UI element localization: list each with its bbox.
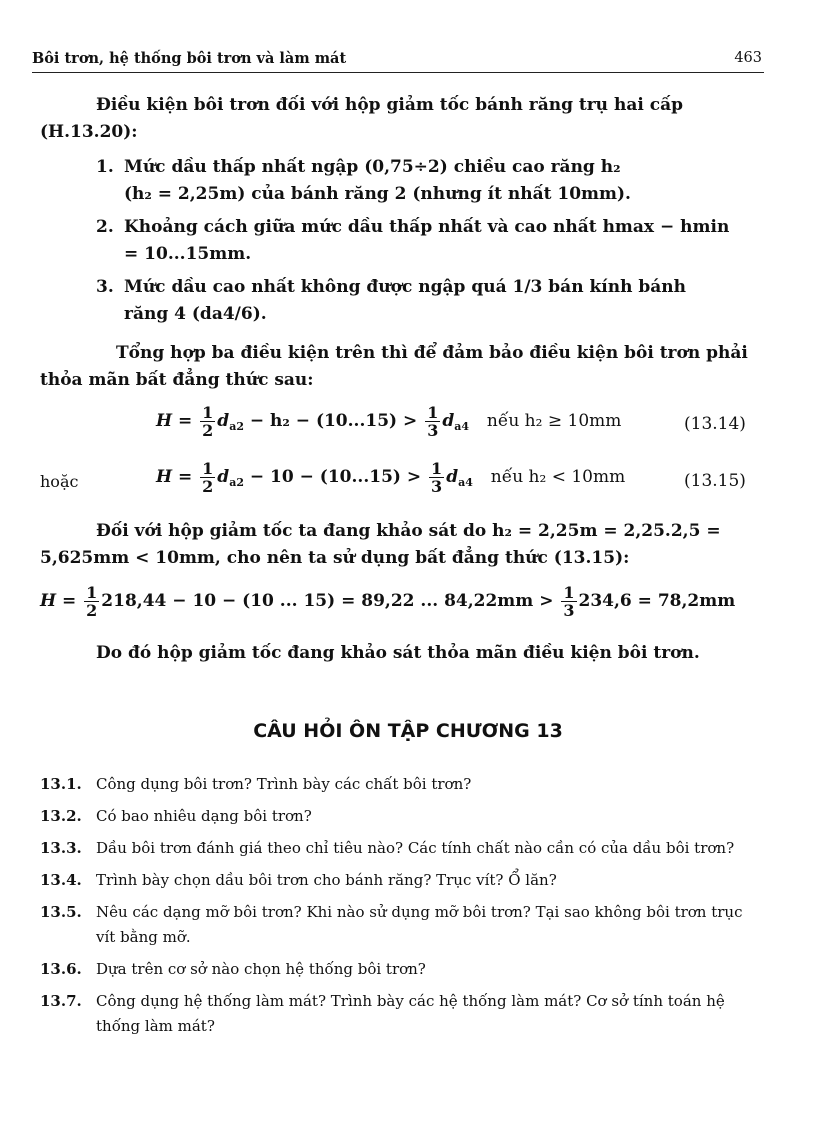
frac-num: 1 xyxy=(427,403,439,422)
question-number: 13.3. xyxy=(40,839,82,857)
eq-var: d xyxy=(442,411,455,431)
summary-paragraph xyxy=(40,340,758,394)
eq-mid: − 10 − (10...15) > xyxy=(249,467,422,487)
frac-den: 2 xyxy=(86,601,98,620)
survey-text: Đối với hộp giảm tốc ta đang khảo sát do h₂ = 2,25m = 2,25.2,5 = 5,625mm < 10mm, cho nên ta sử dụng bất đẳng thức (13.15): xyxy=(40,521,721,568)
condition-line: (h₂ = 2,25m) của bánh răng 2 (nhưng ít nhất 10mm). xyxy=(124,184,631,204)
eq-sub: a4 xyxy=(454,420,469,433)
fraction xyxy=(84,584,99,619)
equation-13-15 xyxy=(156,460,625,495)
eq-lhs: H = xyxy=(156,411,193,431)
condition-line: = 10...15mm. xyxy=(124,244,252,264)
frac-num: 1 xyxy=(202,403,214,422)
frac-den: 3 xyxy=(431,477,443,496)
or-label: hoặc xyxy=(40,472,79,491)
equation-number: (13.15) xyxy=(684,471,746,491)
section-title: CÂU HỎI ÔN TẬP CHƯƠNG 13 xyxy=(253,720,563,742)
condition-item xyxy=(96,214,758,268)
question-item xyxy=(40,957,760,982)
eq-rhs: 234,6 = 78,2mm xyxy=(578,591,736,611)
question-number: 13.6. xyxy=(40,960,82,978)
question-text: Nêu các dạng mỡ bôi trơn? Khi nào sử dụng mỡ bôi trơn? Tại sao không bôi trơn trục vít bằng mỡ. xyxy=(96,903,743,946)
summary-text: Tổng hợp ba điều kiện trên thì để đảm bảo điều kiện bôi trơn phải thỏa mãn bất đẳng thức sau: xyxy=(40,343,748,390)
eq-var: d xyxy=(446,467,459,487)
eq-mid: − h₂ − (10...15) > xyxy=(249,411,418,431)
eq-sub: a2 xyxy=(229,476,244,489)
conditions-list xyxy=(96,154,758,328)
condition-item xyxy=(96,274,758,328)
fraction xyxy=(429,460,444,495)
question-text: Dầu bôi trơn đánh giá theo chỉ tiêu nào? Các tính chất nào cần có của dầu bôi trơn? xyxy=(96,839,735,857)
question-number: 13.7. xyxy=(40,992,82,1010)
intro-paragraph xyxy=(40,92,758,146)
question-list xyxy=(40,772,760,1046)
conclusion-text: Do đó hộp giảm tốc đang khảo sát thỏa mãn điều kiện bôi trơn. xyxy=(96,643,700,663)
page-number: 463 xyxy=(734,50,762,66)
eq-condition: nếu h₂ ≥ 10mm xyxy=(486,411,622,431)
eq-var: d xyxy=(217,411,230,431)
fraction xyxy=(561,584,576,619)
survey-paragraph xyxy=(40,518,758,572)
eq-lhs: H = xyxy=(40,591,77,611)
question-text: Công dụng hệ thống làm mát? Trình bày các hệ thống làm mát? Cơ sở tính toán hệ thống làm mát? xyxy=(96,992,725,1035)
eq-mid: 218,44 − 10 − (10 ... 15) = 89,22 ... 84,22mm > xyxy=(101,591,554,611)
question-item xyxy=(40,989,760,1039)
frac-num: 1 xyxy=(202,459,214,478)
frac-num: 1 xyxy=(86,583,98,602)
question-number: 13.5. xyxy=(40,903,82,921)
frac-den: 2 xyxy=(202,477,214,496)
condition-number: 1. xyxy=(96,157,114,177)
condition-item xyxy=(96,154,758,208)
question-item xyxy=(40,868,760,893)
question-item xyxy=(40,900,760,950)
frac-num: 1 xyxy=(431,459,443,478)
question-text: Có bao nhiêu dạng bôi trơn? xyxy=(96,807,312,825)
condition-line: Mức dầu thấp nhất ngập (0,75÷2) chiều cao răng h₂ xyxy=(124,157,621,177)
eq-var: d xyxy=(217,467,230,487)
page-header xyxy=(32,46,764,73)
running-title: Bôi trơn, hệ thống bôi trơn và làm mát xyxy=(32,50,347,67)
question-text: Dựa trên cơ sở nào chọn hệ thống bôi trơn? xyxy=(96,960,426,978)
condition-number: 2. xyxy=(96,217,114,237)
question-item xyxy=(40,836,760,861)
eq-sub: a2 xyxy=(229,420,244,433)
question-text: Trình bày chọn dầu bôi trơn cho bánh răng? Trục vít? Ổ lăn? xyxy=(96,871,557,889)
condition-number: 3. xyxy=(96,277,114,297)
condition-line: Khoảng cách giữa mức dầu thấp nhất và cao nhất hmax − hmin xyxy=(124,217,730,237)
condition-line: Mức dầu cao nhất không được ngập quá 1/3 bán kính bánh xyxy=(124,277,686,297)
question-number: 13.1. xyxy=(40,775,82,793)
question-text: Công dụng bôi trơn? Trình bày các chất bôi trơn? xyxy=(96,775,472,793)
condition-line: răng 4 (da4/6). xyxy=(124,304,267,324)
frac-den: 3 xyxy=(427,421,439,440)
question-item xyxy=(40,804,760,829)
frac-den: 2 xyxy=(202,421,214,440)
fraction xyxy=(425,404,440,439)
equation-13-14 xyxy=(156,404,621,439)
fraction xyxy=(200,404,215,439)
frac-den: 3 xyxy=(563,601,575,620)
question-number: 13.2. xyxy=(40,807,82,825)
fraction xyxy=(200,460,215,495)
question-item xyxy=(40,772,760,797)
equation-number: (13.14) xyxy=(684,414,746,434)
eq-sub: a4 xyxy=(458,476,473,489)
frac-num: 1 xyxy=(563,583,575,602)
eq-lhs: H = xyxy=(156,467,193,487)
equation-result xyxy=(40,584,735,619)
question-number: 13.4. xyxy=(40,871,82,889)
eq-condition: nếu h₂ < 10mm xyxy=(490,467,626,487)
intro-text: Điều kiện bôi trơn đối với hộp giảm tốc bánh răng trụ hai cấp (H.13.20): xyxy=(40,95,683,142)
